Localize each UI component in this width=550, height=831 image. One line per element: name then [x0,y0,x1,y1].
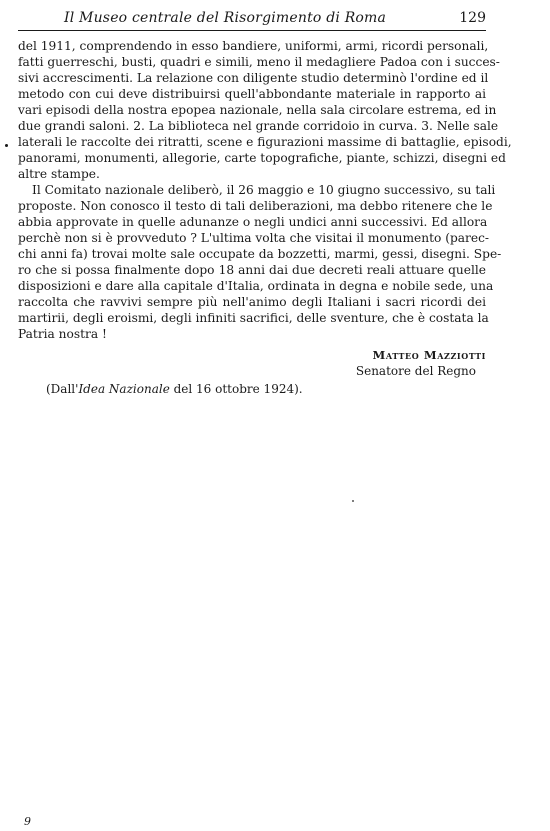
citation-suffix: del 16 ottobre 1924). [169,382,303,396]
text-line: due grandi saloni. 2. La biblioteca nel grande corridoio in curva. 3. Nelle sale [18,119,499,133]
text-line: laterali le raccolte dei ritratti, scene e figurazioni massime di battaglie, episodi, [18,135,512,149]
text-line: metodo con cui deve distribuirsi quell'abbondante materiale in rapporto ai [18,87,486,101]
text-line: sivi accrescimenti. La relazione con diligente studio determinò l'ordine ed il [18,71,489,85]
text-line: perchè non si è provveduto ? L'ultima volta che visitai il monumento (parec- [18,231,490,245]
body-text [18,38,512,342]
paragraph-2 [18,182,502,342]
text-line: raccolta che ravvivi sempre più nell'animo degli Italiani i sacri ricordi dei [18,295,486,309]
text-line: panorami, monumenti, allegorie, carte topografiche, piante, schizzi, disegni ed [18,151,506,165]
text-line: del 1911, comprendendo in esso bandiere, uniformi, armi, ricordi personali, [18,39,489,53]
text-line: disposizioni e dare alla capitale d'Italia, ordinata in degna e nobile sede, una [18,279,494,293]
page-header [18,8,486,31]
citation-prefix: (Dall' [46,382,79,396]
publication-name: Idea Nazionale [78,382,170,396]
margin-mark [5,144,8,147]
paragraph-1 [18,38,512,182]
source-citation [46,382,303,396]
text-line: ro che si possa finalmente dopo 18 anni dai due decreti reali attuare quelle [18,263,486,277]
text-line: fatti guerreschi, busti, quadri e simili, meno il medagliere Padoa con i succes- [18,55,500,69]
text-line: martirii, degli eroismi, degli infiniti sacrifici, delle sventure, che è costata la [18,311,489,325]
author-name: Matteo Mazziotti [372,348,486,362]
text-line: abbia approvate in quelle adunanze o negli undici anni successivi. Ed allora [18,215,488,229]
text-line: vari episodi della nostra epopea nazionale, nella sala circolare estrema, ed in [18,103,497,117]
signature-mark: 9 [24,815,31,828]
page-number: 129 [459,10,486,26]
text-line: Patria nostra ! [18,327,107,341]
running-title: Il Museo centrale del Risorgimento di Roma [64,10,387,26]
text-line: proposte. Non conosco il testo di tali deliberazioni, ma debbo ritenere che le [18,199,493,213]
author-title: Senatore del Regno [355,364,476,378]
paper-speck [352,500,354,502]
signature-block [356,347,486,379]
text-line: altre stampe. [18,167,100,181]
text-line: chi anni fa) trovai molte sale occupate da bozzetti, marmi, gessi, disegni. Spe- [18,247,502,261]
text-line: Il Comitato nazionale deliberò, il 26 maggio e 10 giugno successivo, su tali [32,183,496,197]
